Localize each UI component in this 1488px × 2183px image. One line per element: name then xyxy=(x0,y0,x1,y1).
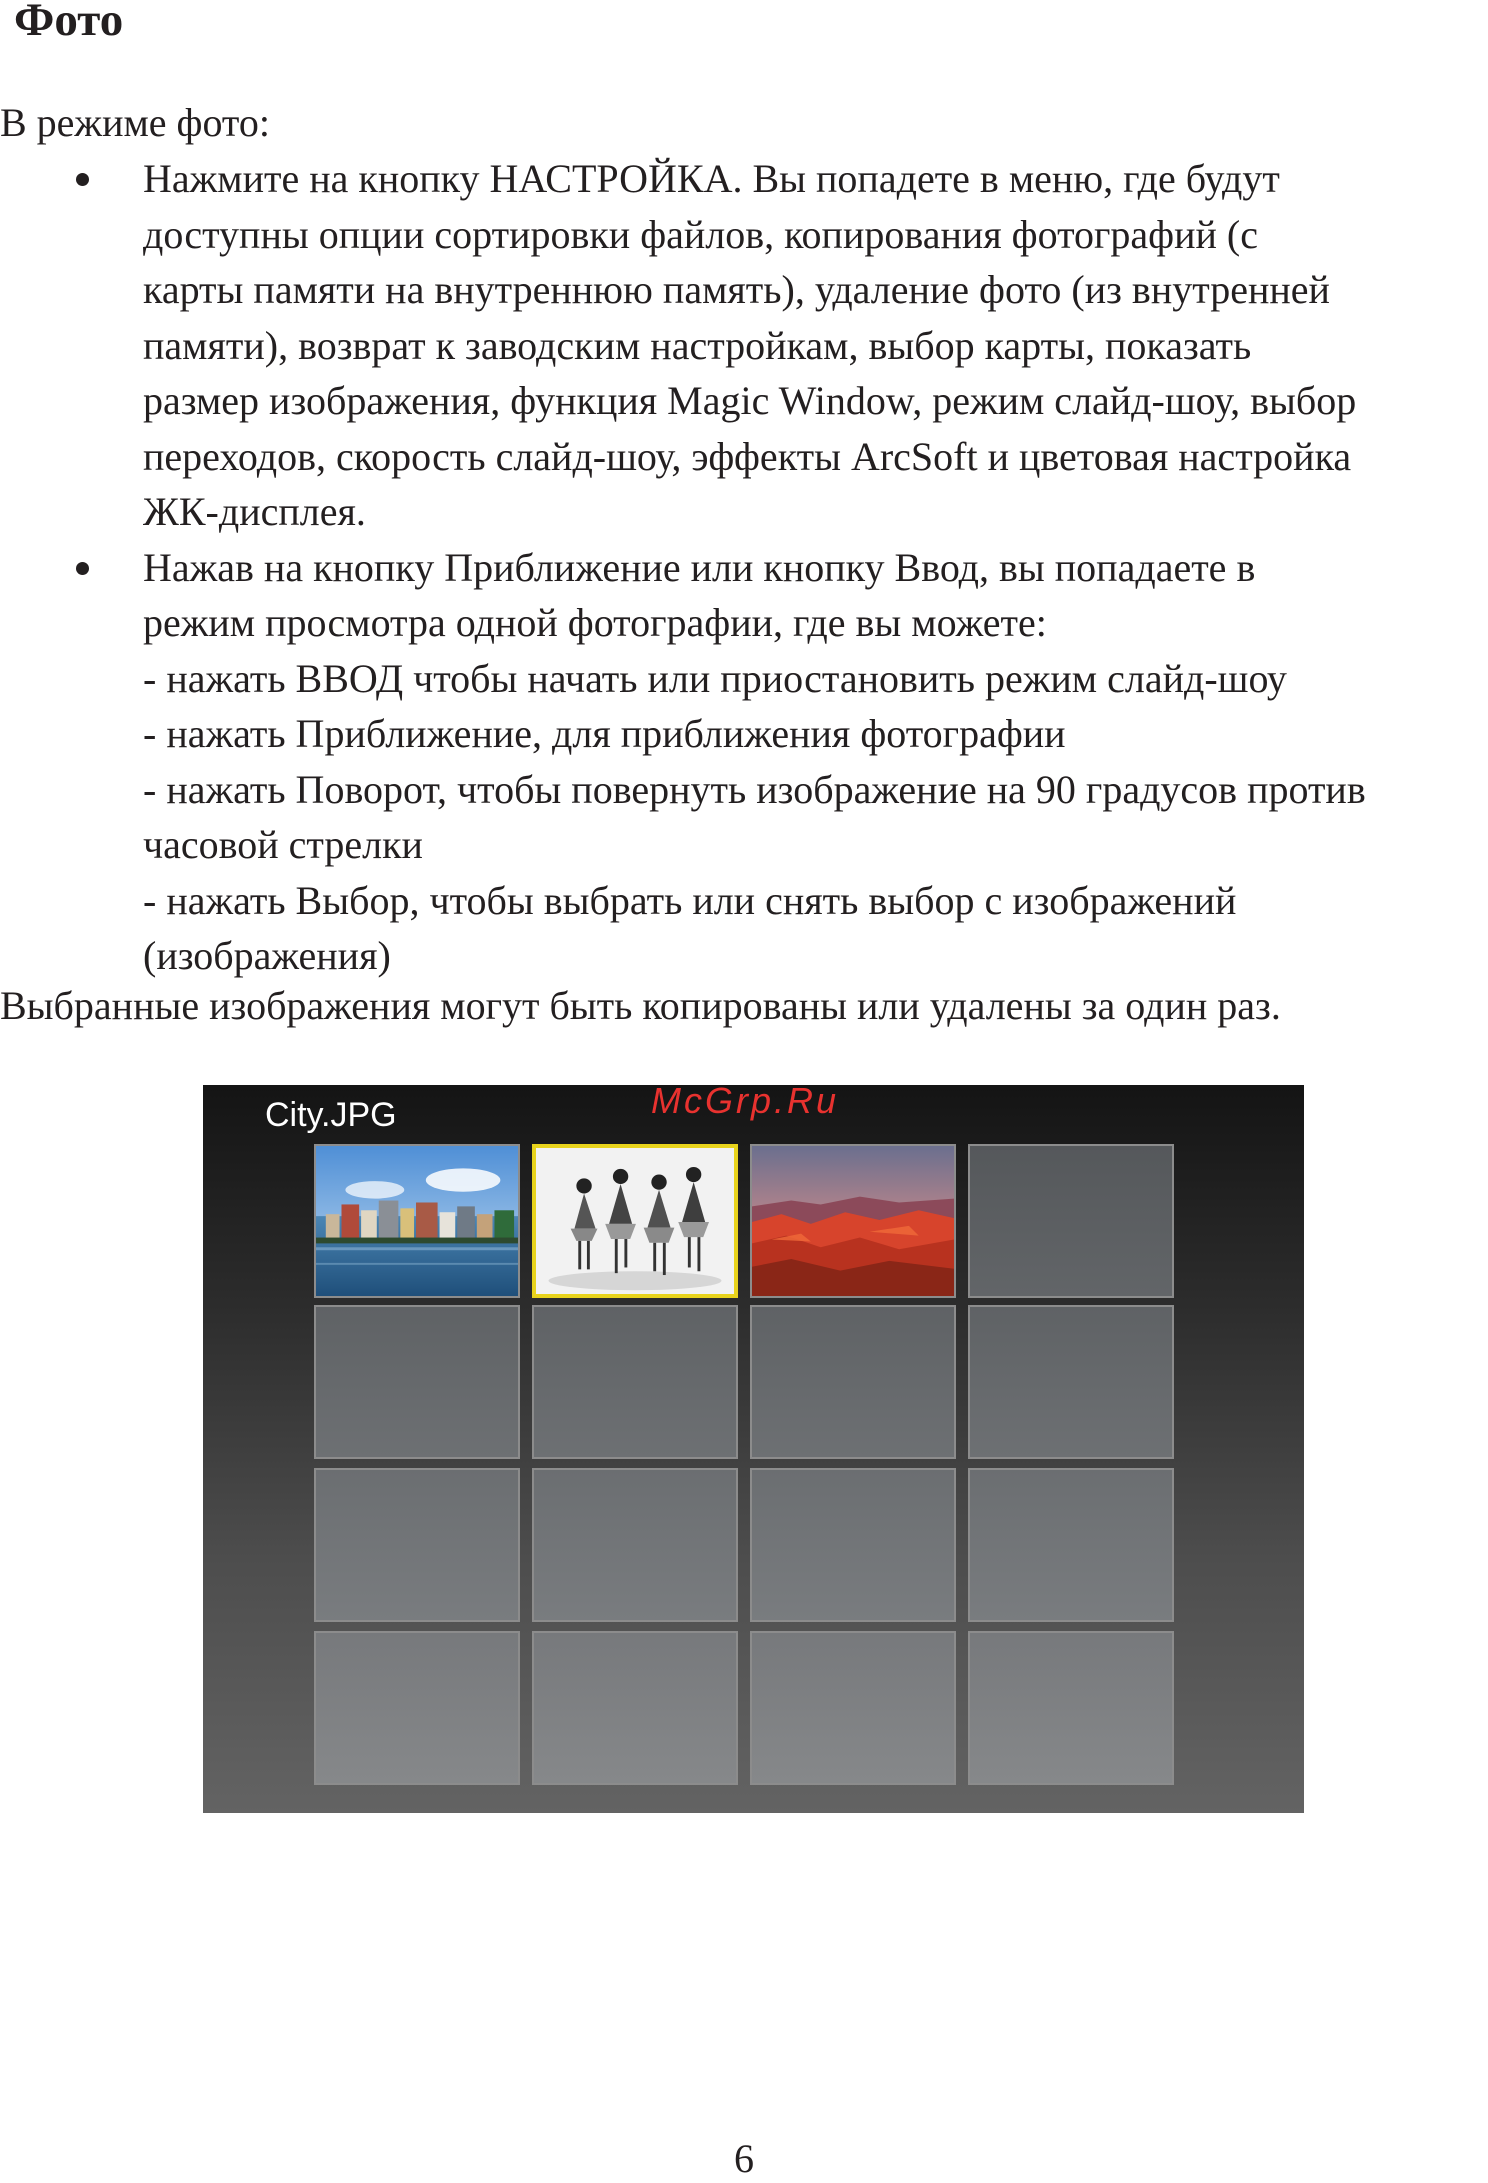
thumbnail-empty[interactable] xyxy=(532,1468,738,1622)
bullet-item-zoom xyxy=(0,540,1488,984)
bullet-list xyxy=(0,151,1488,984)
thumbnail-empty[interactable] xyxy=(314,1305,520,1459)
bullet-dot-icon xyxy=(76,173,89,186)
text-line: - нажать Поворот, чтобы повернуть изображение на 90 градусов против xyxy=(143,766,1366,812)
text-line: ЖК-дисплея. xyxy=(143,489,366,534)
dancers-photo-icon xyxy=(536,1148,734,1294)
bullet-dot-icon xyxy=(76,562,89,575)
canyon-photo-icon xyxy=(752,1146,954,1296)
photo-browser-screen xyxy=(203,1085,1304,1813)
text-line: (изображения) xyxy=(143,933,391,978)
page-heading: Фото xyxy=(14,0,124,46)
thumbnail-empty[interactable] xyxy=(750,1468,956,1622)
thumbnail-empty[interactable] xyxy=(314,1631,520,1785)
page-number: 6 xyxy=(734,2136,754,2181)
text-line: памяти), возврат к заводским настройкам, выбор карты, показать xyxy=(143,322,1252,368)
text-line: часовой стрелки xyxy=(143,822,423,867)
text-line: - нажать Выбор, чтобы выбрать или снять выбор с изображений xyxy=(143,877,1237,923)
thumbnail-canyon[interactable] xyxy=(750,1144,956,1298)
thumbnail-empty[interactable] xyxy=(532,1631,738,1785)
thumbnail-city[interactable] xyxy=(314,1144,520,1298)
thumbnail-empty[interactable] xyxy=(968,1144,1174,1298)
intro-text: В режиме фото: xyxy=(0,100,270,145)
text-line: размер изображения, функция Magic Window, режим слайд-шоу, выбор xyxy=(143,378,1357,423)
thumbnail-empty[interactable] xyxy=(532,1305,738,1459)
watermark: McGrp.Ru xyxy=(651,1085,840,1121)
text-line: Нажмите на кнопку НАСТРОЙКА. Вы попадете в меню, где будут xyxy=(143,156,1280,201)
thumbnail-dancers[interactable] xyxy=(532,1144,738,1298)
text-line: - нажать ВВОД чтобы начать или приостановить режим слайд-шоу xyxy=(143,655,1287,701)
text-line: доступны опции сортировки файлов, копирования фотографий (с xyxy=(143,211,1258,257)
bullet-item-settings xyxy=(0,151,1488,540)
thumbnail-empty[interactable] xyxy=(750,1631,956,1785)
text-line: режим просмотра одной фотографии, где вы можете: xyxy=(143,600,1047,645)
text-line: переходов, скорость слайд-шоу, эффекты ArcSoft и цветовая настройка xyxy=(143,433,1352,479)
thumbnail-empty[interactable] xyxy=(750,1305,956,1459)
thumbnail-empty[interactable] xyxy=(968,1468,1174,1622)
thumbnail-empty[interactable] xyxy=(314,1468,520,1622)
text-line: карты памяти на внутреннюю память), удаление фото (из внутренней xyxy=(143,267,1330,312)
selected-filename: City.JPG xyxy=(265,1096,397,1134)
city-photo-icon xyxy=(316,1146,518,1296)
text-line: - нажать Приближение, для приближения фотографии xyxy=(143,711,1066,756)
text-line: Нажав на кнопку Приближение или кнопку Ввод, вы попадаете в xyxy=(143,544,1256,590)
thumbnail-empty[interactable] xyxy=(968,1631,1174,1785)
closing-text: Выбранные изображения могут быть копированы или удалены за один раз. xyxy=(0,983,1281,1028)
thumbnail-empty[interactable] xyxy=(968,1305,1174,1459)
